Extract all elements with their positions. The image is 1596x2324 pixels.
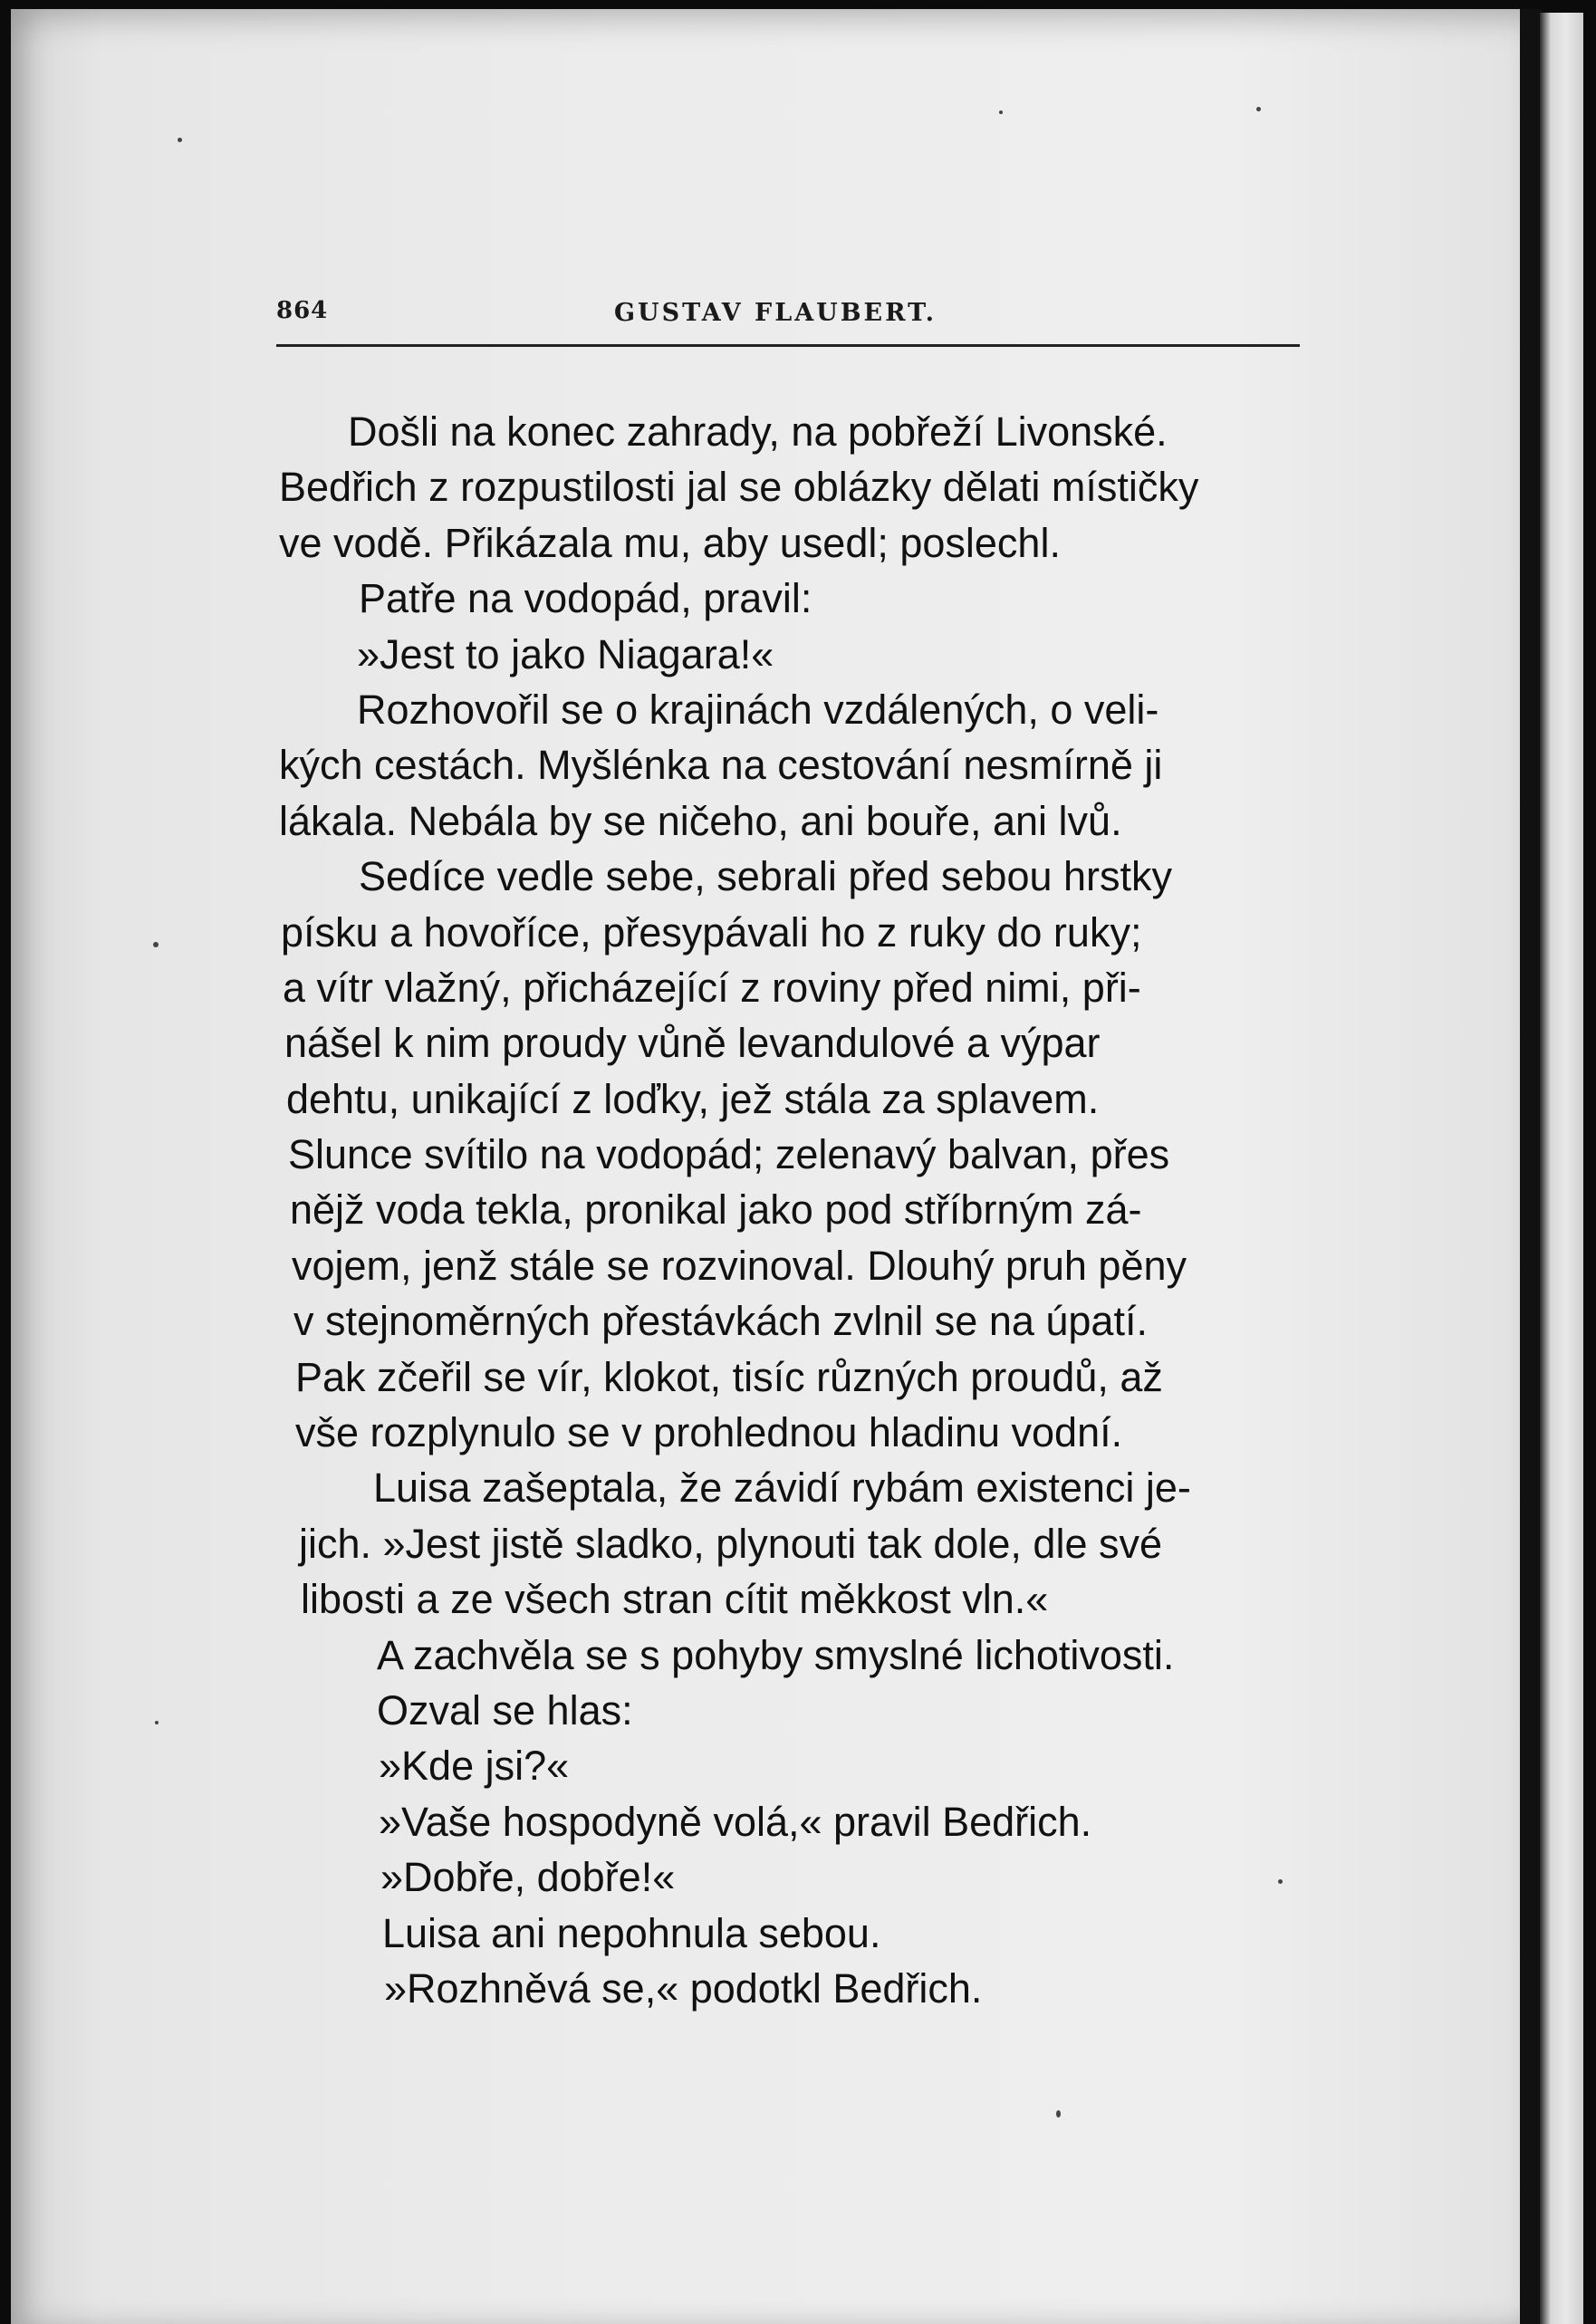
speck: [178, 138, 182, 142]
speck: [999, 110, 1003, 114]
text-line: Rozhovořil se o krajinách vzdálených, o veli-: [357, 686, 1159, 733]
text-line: nášel k nim proudy vůně levandulové a výpar: [284, 1020, 1101, 1067]
text-line: Sedíce vedle sebe, sebrali před sebou hrstky: [359, 853, 1173, 900]
next-page-edge: [1540, 13, 1583, 2324]
text-line: »Kde jsi?«: [379, 1743, 570, 1790]
text-line: Bedřich z rozpustilosti jal se oblázky dělati místičky: [279, 464, 1199, 511]
text-line: A zachvěla se s pohyby smyslné lichotivosti.: [377, 1631, 1175, 1678]
text-line: Došli na konec zahrady, na pobřeží Livonské.: [348, 408, 1168, 455]
text-line: Slunce svítilo na vodopád; zelenavý balvan, přes: [288, 1131, 1170, 1178]
text-line: písku a hovoříce, přesypávali ho z ruky do ruky;: [281, 908, 1142, 956]
speck: [155, 1721, 159, 1724]
text-line: Pak zčeřil se vír, klokot, tisíc různých proudů, až: [295, 1353, 1163, 1400]
text-line: »Dobře, dobře!«: [380, 1854, 676, 1901]
text-line: ve vodě. Přikázala mu, aby usedl; poslechl.: [279, 519, 1061, 566]
text-line: »Vaše hospodyně volá,« pravil Bedřich.: [379, 1798, 1092, 1845]
speck: [153, 942, 159, 947]
text-line: libosti a ze všech stran cítit měkkost vln.«: [301, 1576, 1049, 1623]
text-line: »Rozhněvá se,« podotkl Bedřich.: [384, 1964, 983, 2012]
body-text: [279, 404, 1322, 2016]
running-head: GUSTAV FLAUBERT.: [614, 299, 937, 327]
gutter-shadow: [1520, 9, 1542, 2324]
text-line: Luisa ani nepohnula sebou.: [382, 1909, 881, 1956]
text-line: vše rozplynulo se v prohlednou hladinu vodní.: [295, 1409, 1123, 1456]
text-line: Luisa zašeptala, že závidí rybám existenci je-: [373, 1465, 1191, 1512]
text-line: jich. »Jest jistě sladko, plynouti tak dole, dle své: [299, 1520, 1162, 1567]
page-header: [276, 292, 1300, 348]
text-line: v stejnoměrných přestávkách zvlnil se na úpatí.: [293, 1298, 1148, 1345]
text-line: vojem, jenž stále se rozvinoval. Dlouhý pruh pěny: [292, 1242, 1187, 1289]
speck: [1256, 107, 1261, 111]
text-line: Patře na vodopád, pravil:: [359, 575, 812, 622]
text-line: kých cestách. Myšlénka na cestování nesmírně ji: [279, 742, 1163, 789]
speck: [1056, 2110, 1061, 2118]
text-line: dehtu, unikající z loďky, jež stála za splavem.: [286, 1075, 1100, 1122]
text-line: a vítr vlažný, přicházející z roviny před nimi, při-: [283, 964, 1141, 1011]
page-number: 864: [276, 297, 329, 324]
text-line: Ozval se hlas:: [377, 1686, 633, 1733]
text-line: »Jest to jako Niagara!«: [357, 630, 774, 677]
text-line: lákala. Nebála by se ničeho, ani bouře, ani lvů.: [279, 797, 1122, 844]
text-line: nějž voda tekla, pronikal jako pod stříbrným zá-: [290, 1186, 1142, 1234]
header-rule: [276, 344, 1300, 347]
